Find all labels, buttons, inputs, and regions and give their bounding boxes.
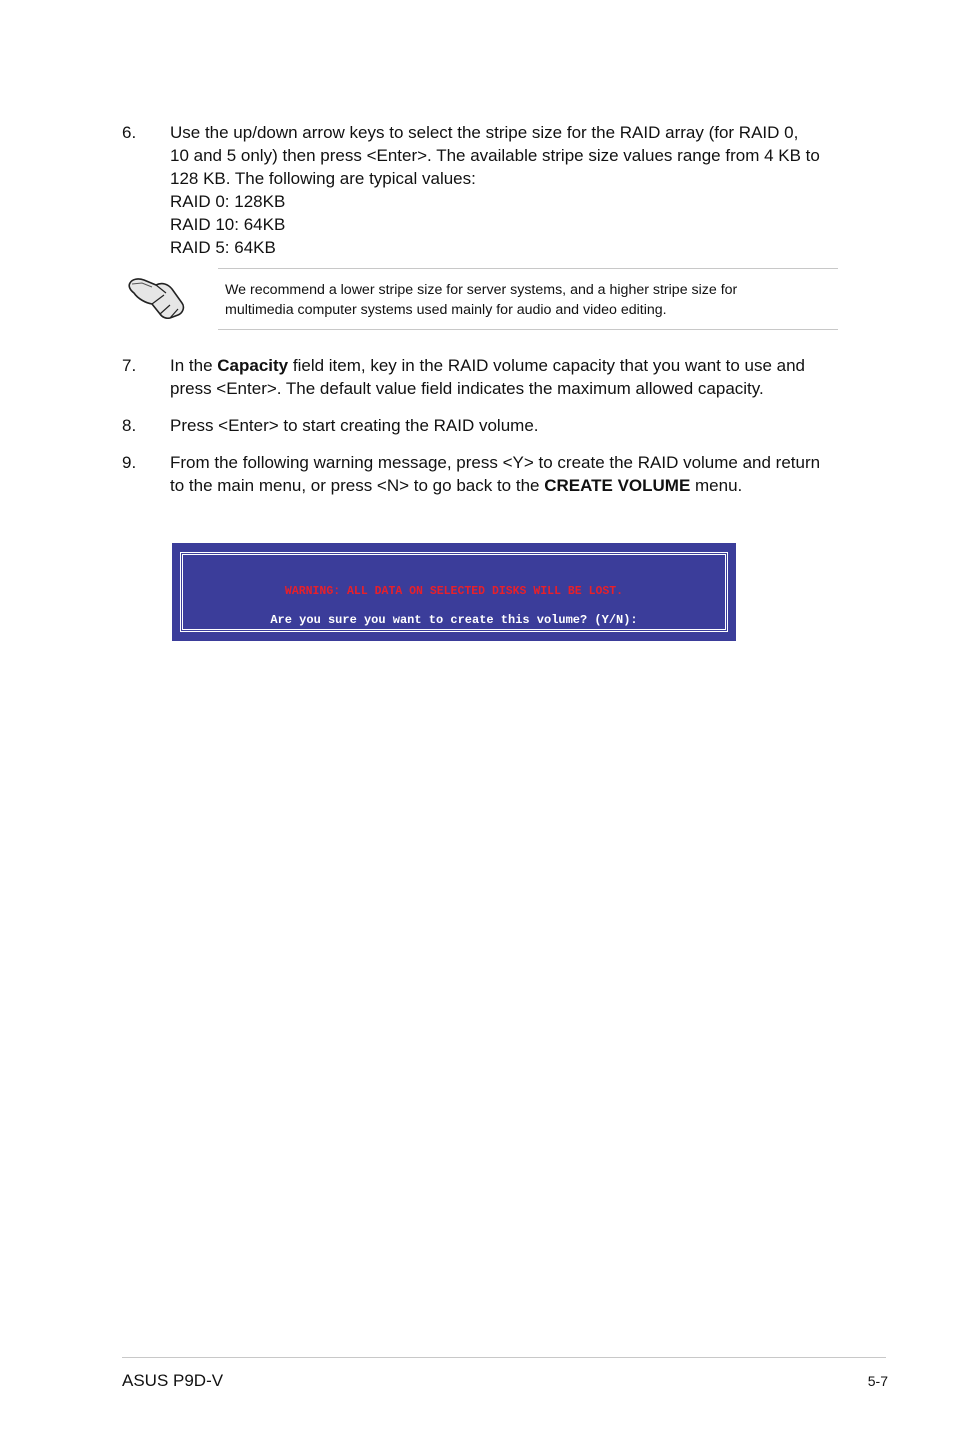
text-run: In the xyxy=(170,356,218,375)
text-run: field item, key in the RAID volume capacity that you want to use and xyxy=(288,356,806,375)
raid10-value: RAID 10: 64KB xyxy=(170,215,286,234)
footer-product: ASUS P9D-V xyxy=(122,1371,224,1390)
step-line xyxy=(170,354,842,377)
step-line: 128 KB. The following are typical values: xyxy=(170,169,476,188)
warning-message: WARNING: ALL DATA ON SELECTED DISKS WILL BE LOST. xyxy=(284,585,624,598)
footer-divider xyxy=(122,1357,886,1358)
step-number: 8. xyxy=(122,416,137,435)
note-box xyxy=(218,268,838,330)
raid5-value: RAID 5: 64KB xyxy=(170,238,276,257)
step-line xyxy=(170,474,842,497)
note-line: multimedia computer systems used mainly for audio and video editing. xyxy=(225,302,667,318)
bios-warning-dialog xyxy=(172,543,736,641)
step-number: 9. xyxy=(122,453,137,472)
dialog-frame xyxy=(180,552,728,632)
step-line: press <Enter>. The default value field indicates the maximum allowed capacity. xyxy=(170,379,764,398)
step-text xyxy=(170,354,842,400)
confirm-prompt: Are you sure you want to create this volume? (Y/N): xyxy=(270,613,638,627)
step-text xyxy=(170,451,842,497)
step-number: 6. xyxy=(122,123,137,142)
step-line: 10 and 5 only) then press <Enter>. The available stripe size values range from 4 KB to xyxy=(170,146,820,165)
raid0-value: RAID 0: 128KB xyxy=(170,192,286,211)
text-run: menu. xyxy=(690,476,743,495)
step-text xyxy=(170,414,842,437)
step-line: Press <Enter> to start creating the RAID volume. xyxy=(170,416,539,435)
note-text xyxy=(225,280,737,320)
step-line: Use the up/down arrow keys to select the stripe size for the RAID array (for RAID 0, xyxy=(170,123,799,142)
create-volume-term: CREATE VOLUME xyxy=(544,476,691,495)
text-run: to the main menu, or press <N> to go back to the xyxy=(170,476,545,495)
capacity-term: Capacity xyxy=(217,356,289,375)
step-text xyxy=(170,121,842,259)
step-number: 7. xyxy=(122,356,137,375)
pointing-hand-icon xyxy=(126,273,186,319)
page-number: 5-7 xyxy=(867,1373,888,1389)
note-line: We recommend a lower stripe size for server systems, and a higher stripe size for xyxy=(225,282,738,298)
step-line: From the following warning message, press <Y> to create the RAID volume and return xyxy=(170,453,821,472)
